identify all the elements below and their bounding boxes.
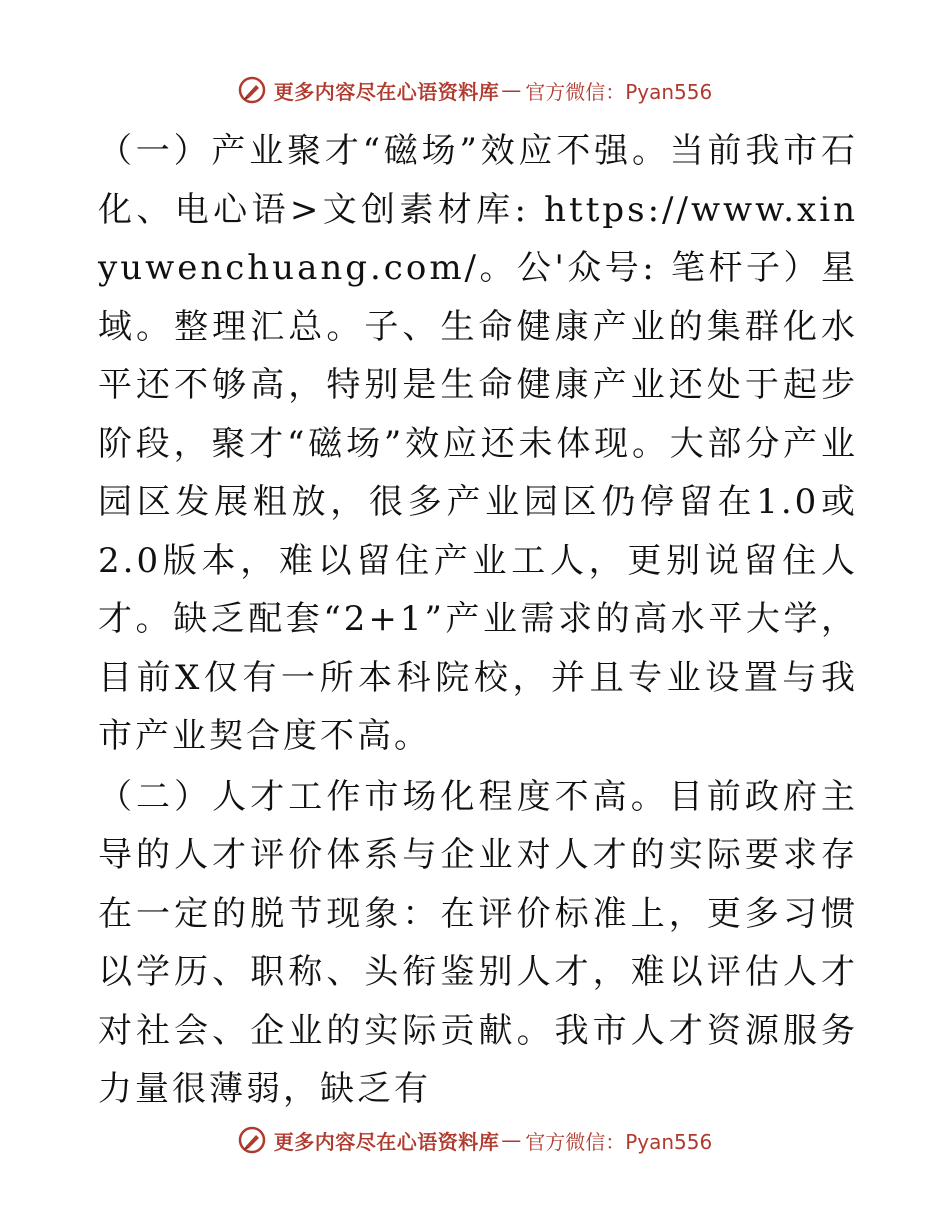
pen-logo-icon [238,76,266,104]
footer-banner-separator: — [501,1128,522,1152]
pen-logo-icon [238,1126,266,1154]
paragraph-talent-marketization: （二）人才工作市场化程度不高。目前政府主导的人才评价体系与企业对人才的实际要求存在一定的脱节现象：在评价标准上，更多习惯以学历、职称、头衔鉴别人才，难以评估人才对社会、企业的实际贡献。我市人才资源服务力量很薄弱，缺乏有 [98,776,858,1109]
header-banner-separator: — [501,78,522,102]
footer-banner-text: 更多内容尽在心语资料库 [273,1129,500,1154]
paragraph-talent-magnet: （一）产业聚才“磁场”效应不强。当前我市石化、电心语>文创素材库: https://www.xinyuwenchuang.com/。公'众号: 笔杆子）星域。整理汇总。子、生命健康产业的集群化水平还不够高，特别是生命健康产业还处于起步阶段，聚才“磁场”效应还未体现。大部分产业园区发展粗放，很多产业园区仍停留在1.0或2.0版本，难以留住产业工人，更别说留住人才。缺乏配套“2+1”产业需求的高水平大学，目前X仅有一所本科院校，并且专业设置与我市产业契合度不高。 [98,131,858,756]
footer-banner-wechat: 官方微信：Pyan556 [525,1129,713,1154]
header-banner-text: 更多内容尽在心语资料库 [273,79,500,104]
footer-banner [0,1120,950,1160]
header-banner [0,70,950,110]
document-body [98,122,858,1119]
header-banner-wechat: 官方微信：Pyan556 [525,79,713,104]
